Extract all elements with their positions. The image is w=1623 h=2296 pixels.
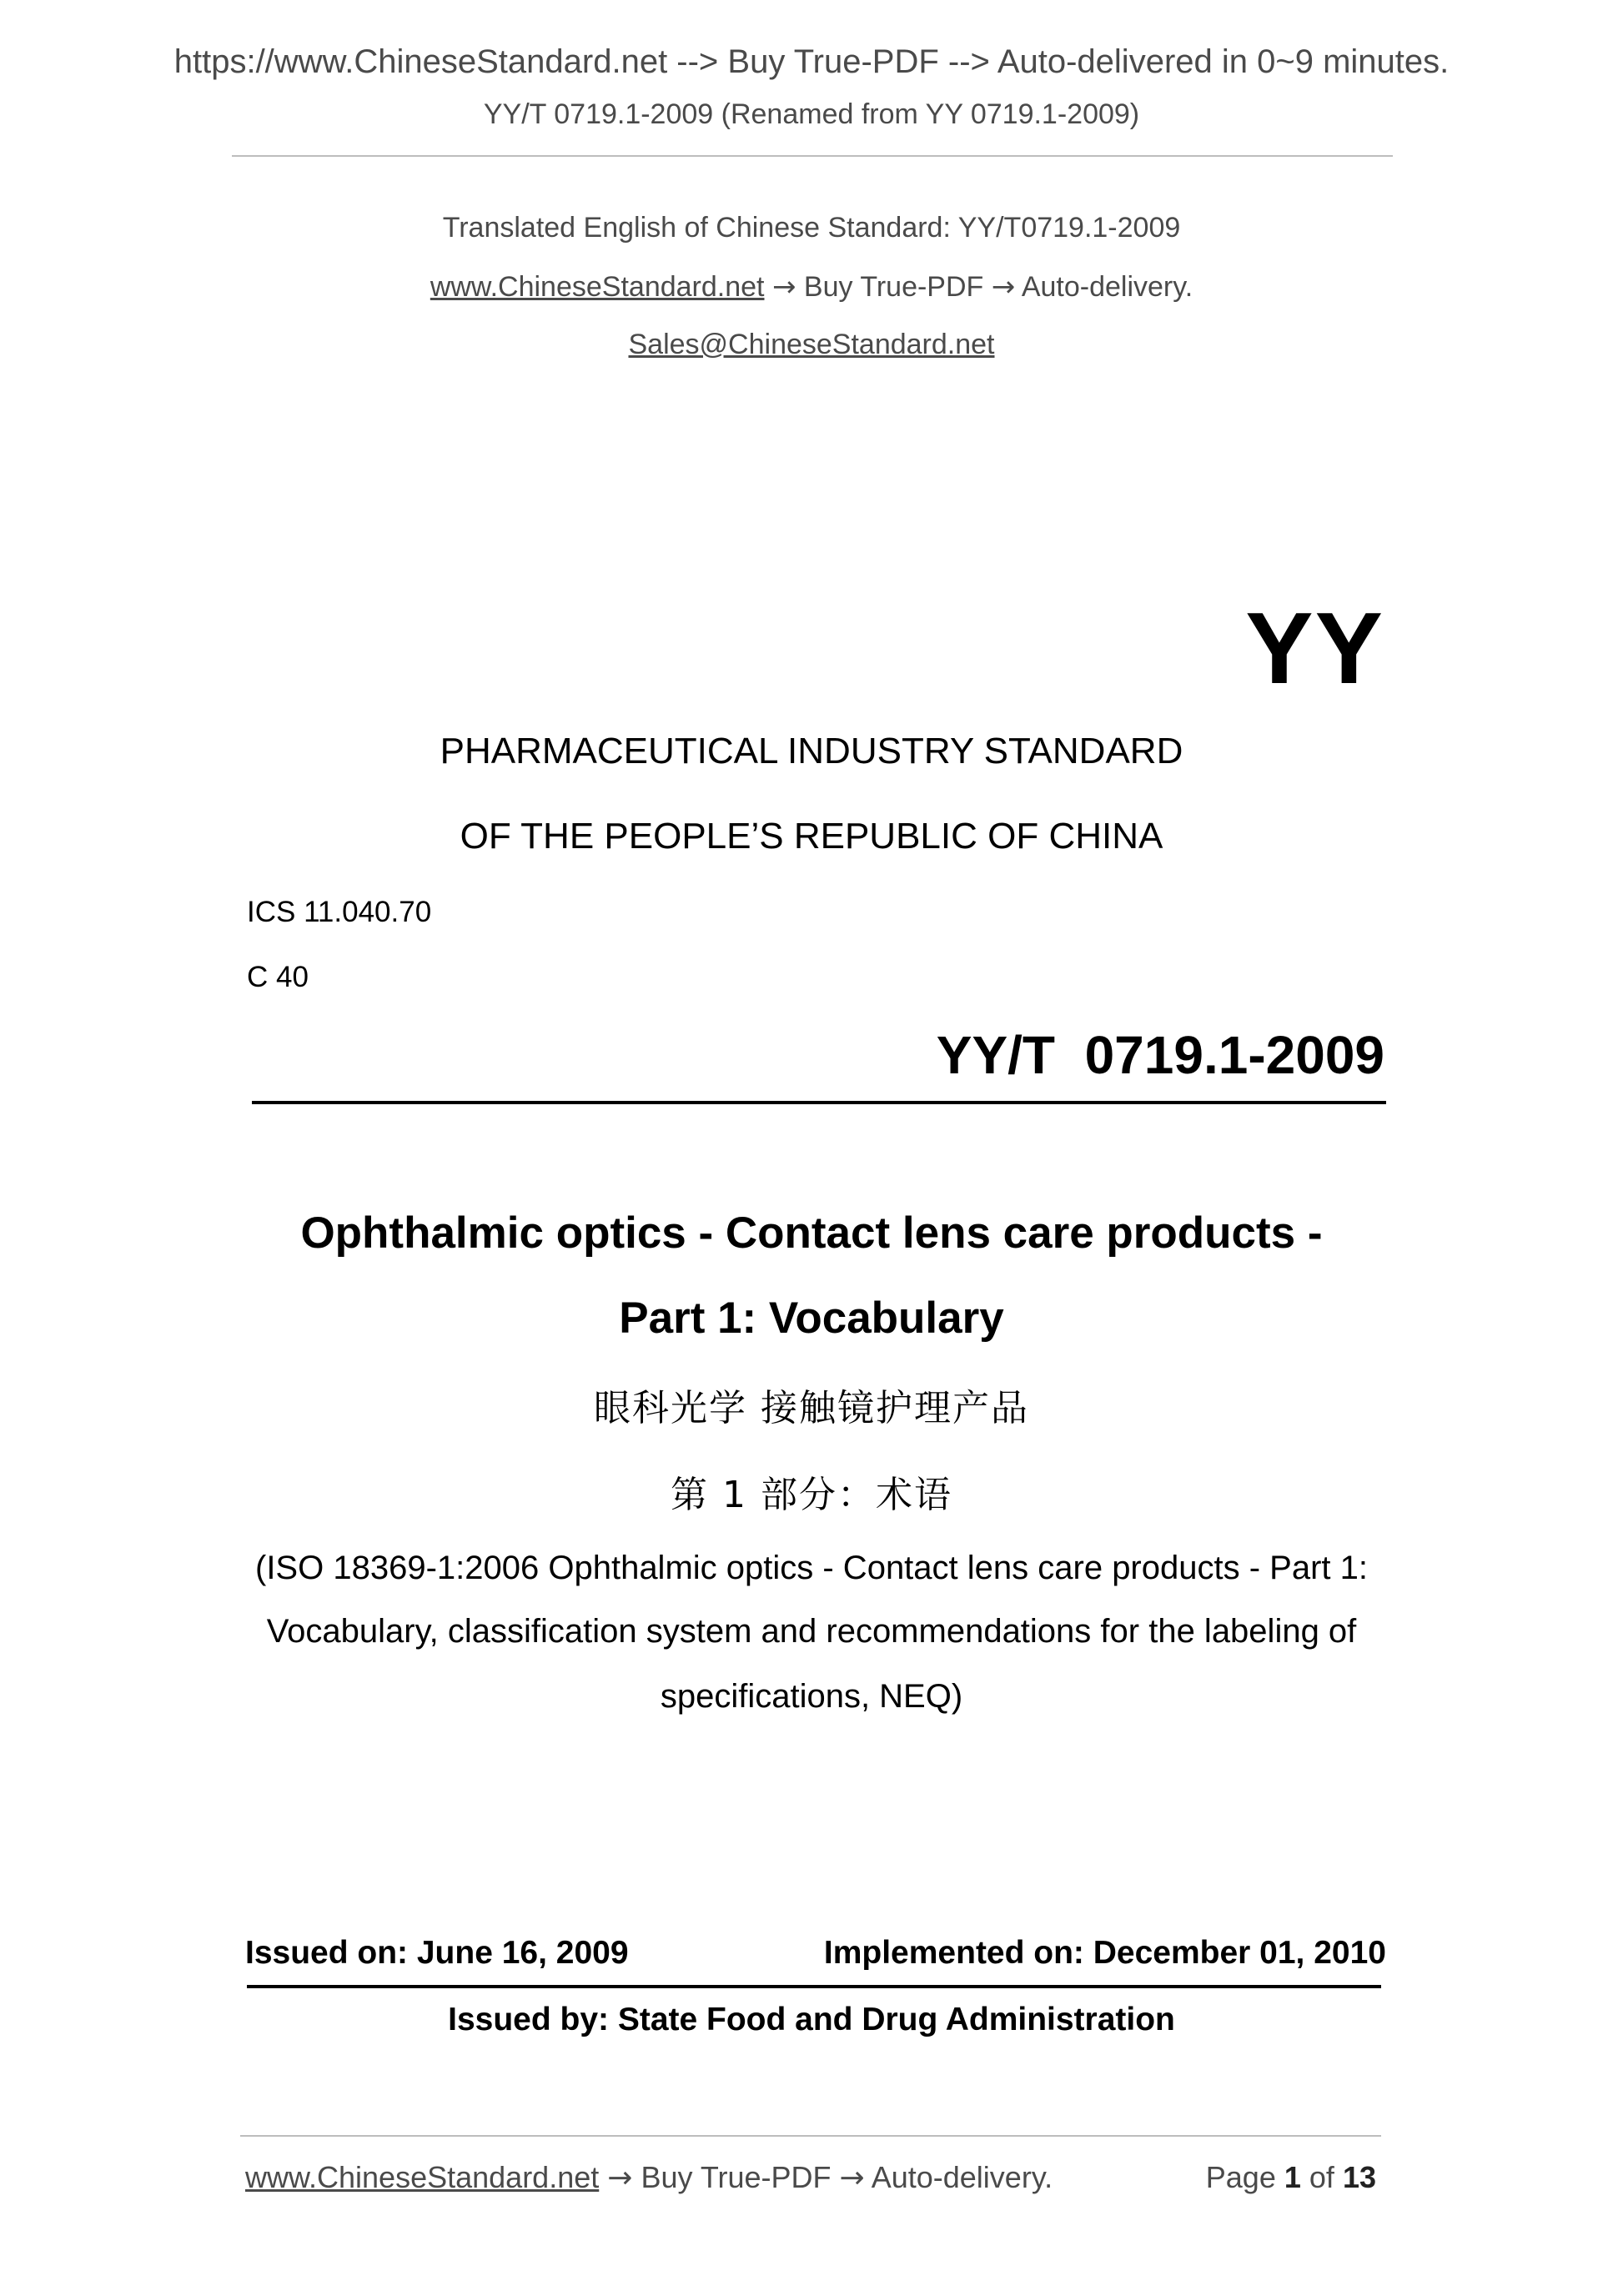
site-link[interactable]: www.ChineseStandard.net: [430, 271, 765, 303]
issuing-authority: Issued by: State Food and Drug Administration: [448, 2002, 1175, 2037]
ics-code: ICS 11.040.70: [247, 896, 432, 928]
standard-code-logo: YY: [1245, 591, 1384, 705]
english-title-line2: Part 1: Vocabulary: [619, 1294, 1004, 1343]
page-of-label: of: [1309, 2160, 1334, 2194]
buy-text: Buy True-PDF: [803, 271, 984, 303]
iso-reference-line1: (ISO 18369-1:2006 Ophthalmic optics - Contact lens care products - Part 1:: [255, 1550, 1368, 1586]
issued-date: Issued on: June 16, 2009: [245, 1935, 629, 1971]
page-current: 1: [1284, 2160, 1301, 2194]
footer-site-link[interactable]: www.ChineseStandard.net: [245, 2160, 600, 2194]
dates-divider: [247, 1985, 1381, 1988]
iso-reference-line2: Vocabulary, classification system and recommendations for the labeling of: [266, 1613, 1357, 1650]
implemented-date: Implemented on: December 01, 2010: [823, 1935, 1386, 1971]
arrow-right-icon: →: [607, 2161, 633, 2195]
page-label: Page: [1205, 2160, 1276, 2194]
email-link[interactable]: Sales@ChineseStandard.net: [628, 329, 995, 360]
header-promo-line: https://www.ChineseStandard.net --> Buy True-PDF --> Auto-delivered in 0~9 minutes.: [173, 43, 1450, 80]
translation-links: [0, 270, 1623, 304]
page-indicator: [1206, 2160, 1376, 2195]
title-divider: [252, 1101, 1386, 1104]
header-renamed-line: YY/T 0719.1-2009 (Renamed from YY 0719.1-2009): [483, 98, 1140, 130]
translation-title: Translated English of Chinese Standard: YY/T0719.1-2009: [442, 212, 1181, 244]
header-divider: [232, 155, 1393, 157]
footer-divider: [240, 2135, 1381, 2137]
footer-links: [245, 2160, 1053, 2195]
footer-delivery-text: Auto-delivery.: [871, 2160, 1053, 2194]
standard-type-line2: OF THE PEOPLE’S REPUBLIC OF CHINA: [460, 816, 1163, 857]
ccs-code: C 40: [247, 961, 309, 993]
english-title-line1: Ophthalmic optics - Contact lens care products -: [300, 1208, 1323, 1258]
email-line: [0, 329, 1623, 361]
arrow-right-icon: →: [771, 270, 796, 304]
standard-type-line1: PHARMACEUTICAL INDUSTRY STANDARD: [440, 731, 1183, 771]
arrow-right-icon: →: [839, 2161, 865, 2195]
page-total: 13: [1342, 2160, 1376, 2194]
delivery-text: Auto-delivery.: [1021, 271, 1193, 303]
chinese-title-line1: 眼科光学 接触镜护理产品: [594, 1387, 1029, 1429]
arrow-right-icon: →: [991, 270, 1016, 304]
footer-buy-text: Buy True-PDF: [641, 2160, 832, 2194]
chinese-title-line2: 第 1 部分：术语: [671, 1474, 952, 1516]
standard-number: YY/T 0719.1-2009: [936, 1025, 1384, 1085]
iso-reference-line3: specifications, NEQ): [660, 1678, 963, 1715]
